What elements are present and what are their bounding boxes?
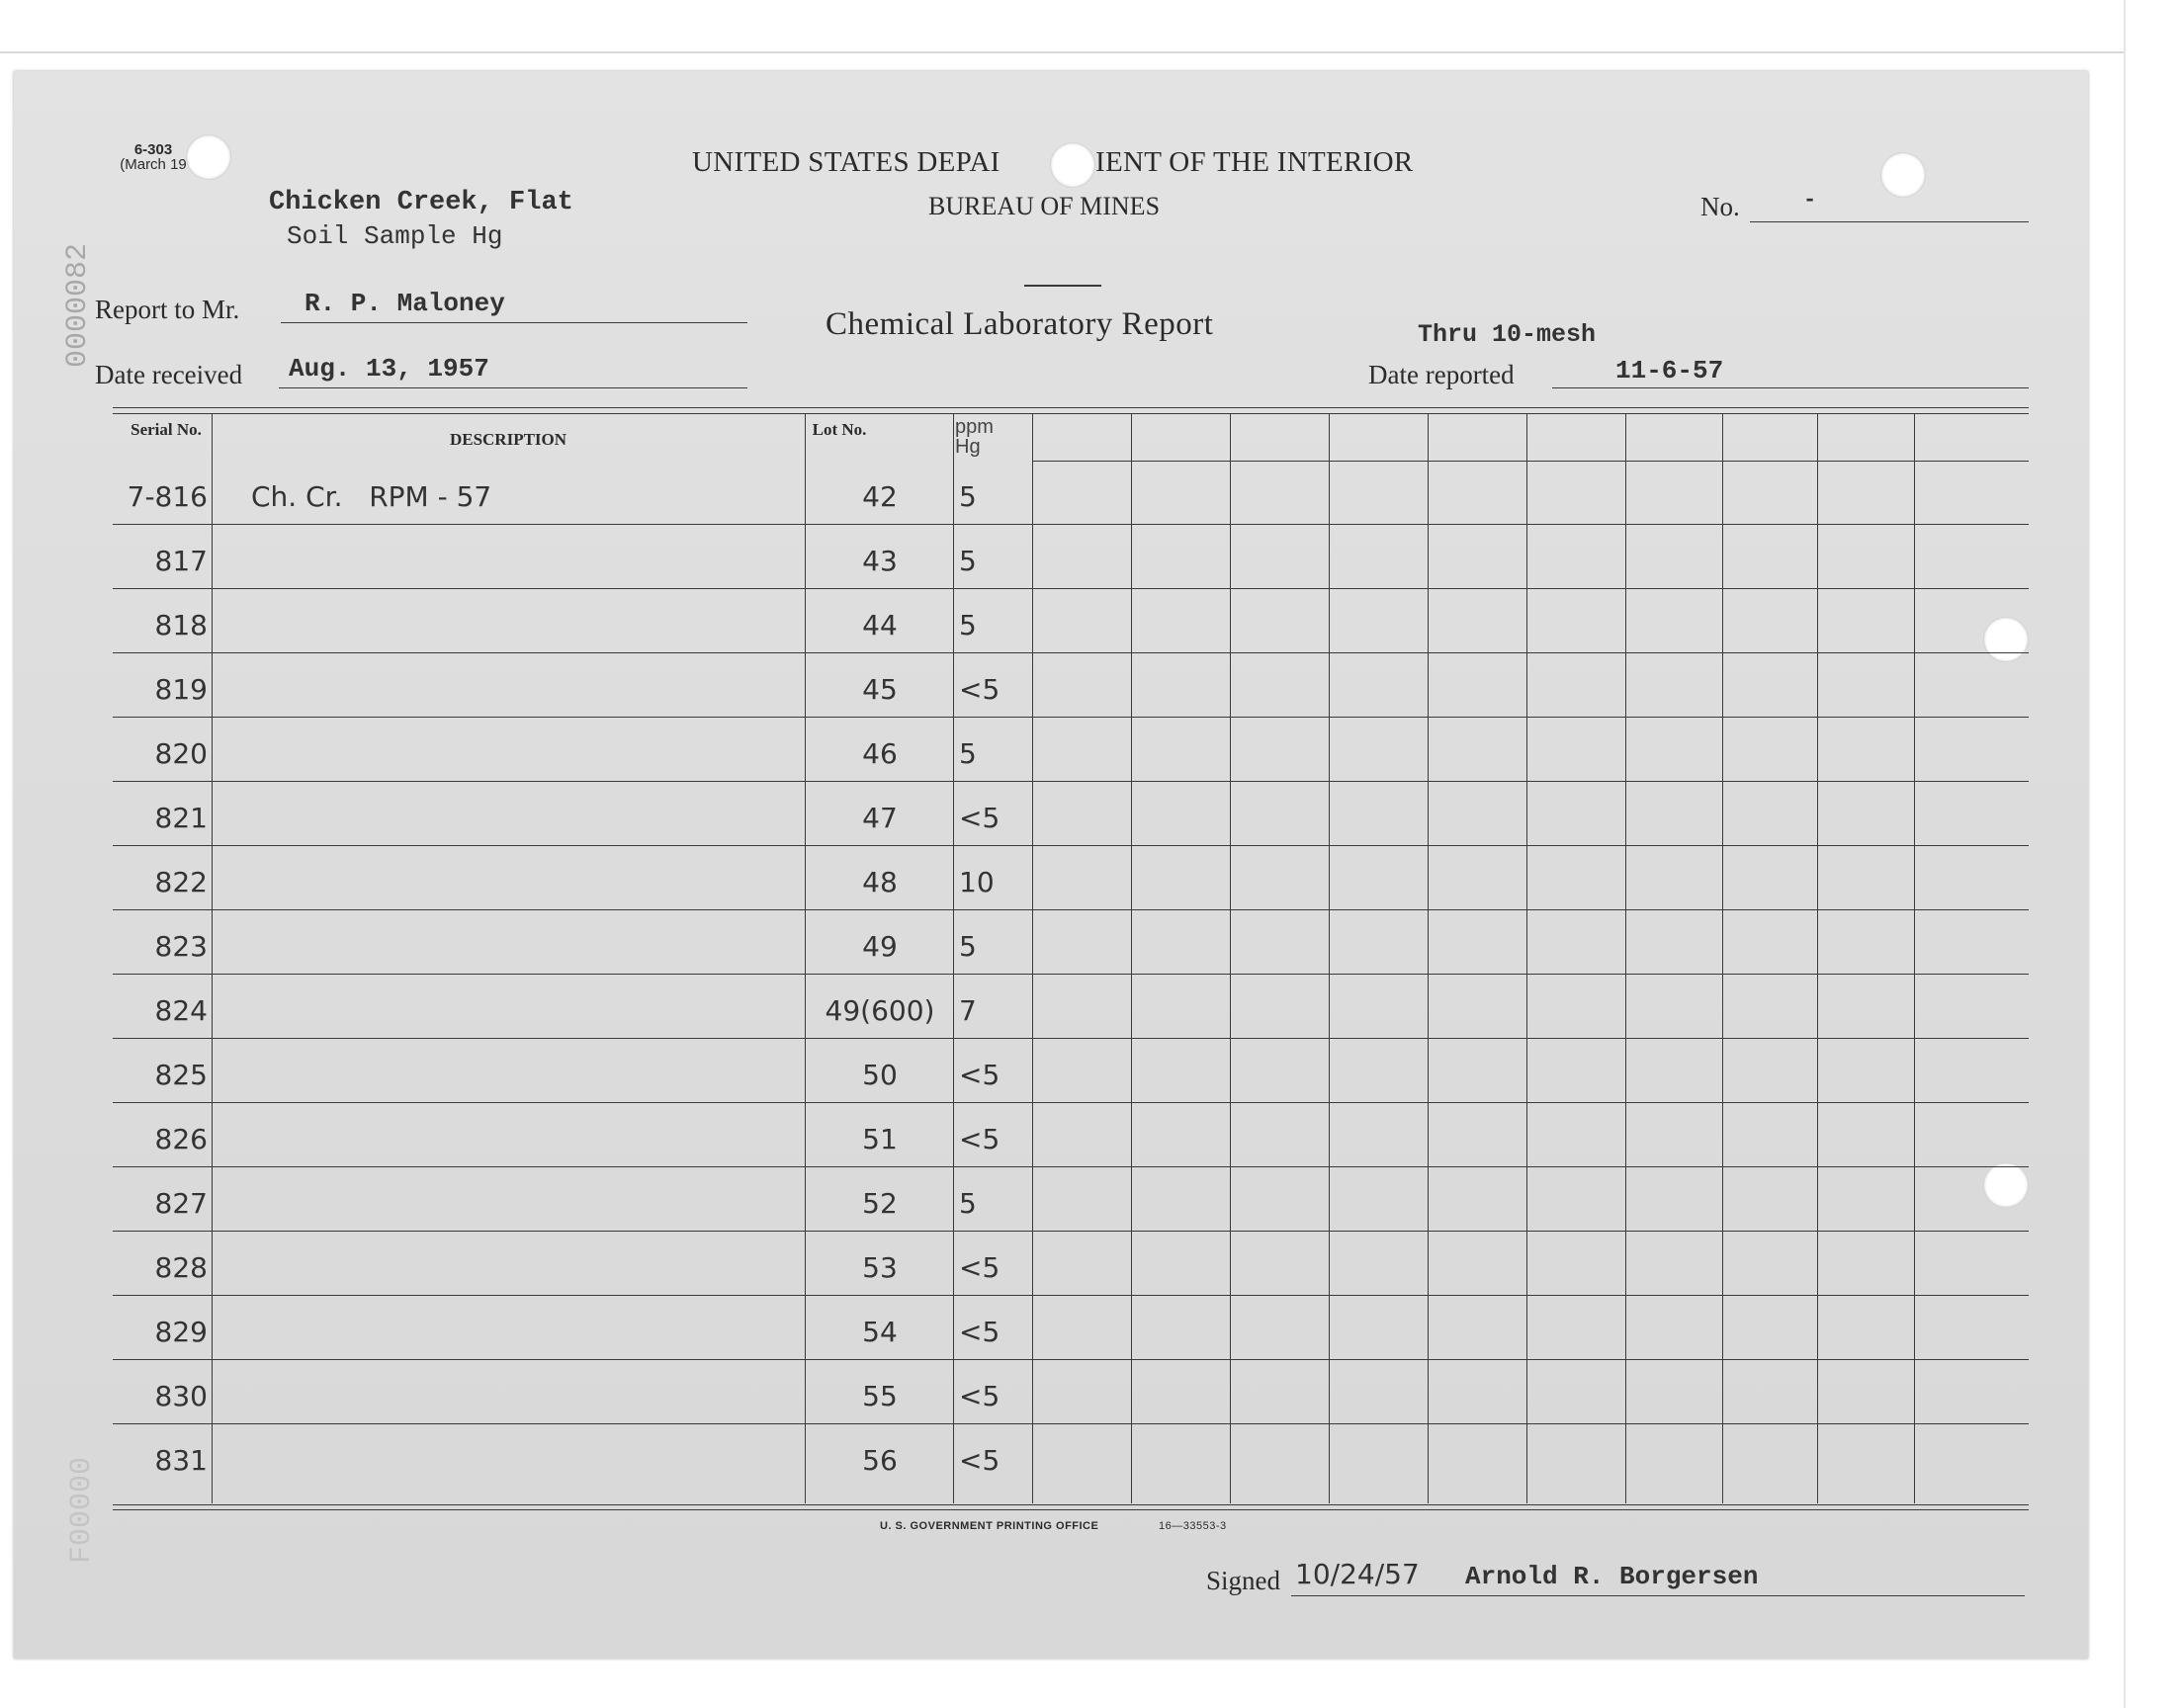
- signed-date: 10/24/57: [1295, 1558, 1420, 1590]
- ppm-cell: 5: [959, 737, 977, 770]
- date-reported-value: 11-6-57: [1615, 356, 1724, 385]
- punch-hole: [1983, 1162, 2029, 1208]
- lot-cell: 49: [862, 930, 898, 963]
- ppm-cell: 5: [959, 930, 977, 963]
- printing-code: 16—33553-3: [1159, 1520, 1227, 1532]
- serial-cell: 822: [154, 866, 208, 898]
- lot-cell: 45: [862, 673, 898, 706]
- report-sheet: [14, 71, 2088, 1659]
- table-bottom-rule: [113, 1509, 2029, 1510]
- ppm-cell: <5: [959, 673, 1000, 706]
- column-divider: [1526, 414, 1527, 1503]
- serial-cell: 7-816: [127, 480, 208, 513]
- serial-cell: 829: [154, 1316, 208, 1348]
- ppm-cell: 5: [959, 609, 977, 641]
- ppm-cell: 5: [959, 545, 977, 577]
- row-rule: [113, 717, 2029, 718]
- lot-cell: 46: [862, 737, 898, 770]
- column-divider: [1032, 414, 1033, 1503]
- row-rule: [113, 1359, 2029, 1360]
- lot-cell: 50: [862, 1059, 898, 1091]
- column-divider: [1131, 414, 1132, 1503]
- lot-cell: 42: [862, 480, 898, 513]
- form-edition: (March 19: [120, 156, 187, 173]
- row-rule: [113, 524, 2029, 525]
- report-title: Chemical Laboratory Report: [826, 306, 1214, 342]
- report-to-value: R. P. Maloney: [304, 289, 505, 318]
- ppm-cell: <5: [959, 1059, 1000, 1091]
- row-rule: [113, 781, 2029, 782]
- heading-rule: [1024, 285, 1101, 287]
- serial-cell: 826: [154, 1123, 208, 1155]
- ppm-cell: 10: [959, 866, 995, 898]
- column-divider: [1722, 414, 1723, 1503]
- row-rule: [113, 845, 2029, 846]
- serial-cell: 830: [154, 1380, 208, 1412]
- column-divider: [1230, 414, 1231, 1503]
- scan-border-right: [2124, 0, 2126, 1708]
- table-top-rule: [113, 407, 2029, 408]
- lot-cell: 43: [862, 545, 898, 577]
- description-cell: Ch. Cr. RPM - 57: [251, 480, 492, 513]
- row-rule: [113, 1423, 2029, 1424]
- lot-cell: 55: [862, 1380, 898, 1412]
- column-divider: [953, 414, 954, 1503]
- column-divider: [1817, 414, 1818, 1503]
- serial-cell: 825: [154, 1059, 208, 1091]
- lot-cell: 53: [862, 1251, 898, 1284]
- side-stamp: 0000082: [61, 242, 95, 368]
- ppm-cell: <5: [959, 1316, 1000, 1348]
- punch-hole: [1050, 142, 1095, 188]
- date-reported-underline: [1552, 387, 2029, 388]
- serial-cell: 821: [154, 802, 208, 834]
- printing-office: U. S. GOVERNMENT PRINTING OFFICE: [880, 1520, 1099, 1532]
- row-rule: [113, 1102, 2029, 1103]
- lot-cell: 47: [862, 802, 898, 834]
- form-number: [99, 142, 208, 172]
- no-label: No.: [1700, 192, 1740, 221]
- column-divider: [1625, 414, 1626, 1503]
- column-divider: [1329, 414, 1330, 1503]
- serial-cell: 831: [154, 1444, 208, 1477]
- serial-cell: 820: [154, 737, 208, 770]
- lot-cell: 54: [862, 1316, 898, 1348]
- table-bottom-rule: [113, 1504, 2029, 1505]
- punch-hole: [1983, 617, 2029, 662]
- lot-cell: 56: [862, 1444, 898, 1477]
- serial-cell: 823: [154, 930, 208, 963]
- column-header-description: DESCRIPTION: [449, 430, 567, 449]
- row-rule: [113, 909, 2029, 910]
- bureau-title: BUREAU OF MINES: [928, 192, 1161, 220]
- ppm-cell: <5: [959, 1123, 1000, 1155]
- sample-text: Soil Sample Hg: [287, 221, 503, 251]
- serial-cell: 817: [154, 545, 208, 577]
- location-text: Chicken Creek, Flat: [269, 188, 573, 217]
- date-received-value: Aug. 13, 1957: [289, 354, 489, 384]
- serial-cell: 828: [154, 1251, 208, 1284]
- table-top-rule: [113, 413, 2029, 414]
- report-to-label: Report to Mr.: [95, 295, 240, 324]
- date-received-underline: [279, 387, 747, 388]
- mesh-note: Thru 10-mesh: [1418, 320, 1597, 349]
- row-rule: [113, 1295, 2029, 1296]
- ppm-cell: 7: [959, 994, 977, 1027]
- column-header-serial: Serial No.: [130, 420, 202, 439]
- form-code: 6-303: [133, 141, 173, 158]
- column-header-lot: Lot No.: [812, 420, 867, 439]
- report-to-underline: [281, 322, 747, 323]
- department-title-left: UNITED STATES DEPAI: [692, 146, 1000, 178]
- serial-cell: 819: [154, 673, 208, 706]
- serial-cell: 827: [154, 1187, 208, 1220]
- lot-cell: 44: [862, 609, 898, 641]
- column-header-ppm: ppm Hg: [955, 416, 994, 458]
- signed-label: Signed: [1206, 1566, 1281, 1595]
- no-value: -: [1803, 188, 1817, 213]
- signature-underline: [1291, 1595, 2025, 1596]
- column-divider: [212, 414, 213, 1503]
- lot-cell: 48: [862, 866, 898, 898]
- column-divider: [1914, 414, 1915, 1503]
- row-rule: [113, 1231, 2029, 1232]
- ppm-cell: 5: [959, 480, 977, 513]
- serial-cell: 818: [154, 609, 208, 641]
- date-received-label: Date received: [95, 360, 243, 389]
- row-rule: [113, 1038, 2029, 1039]
- lot-cell: 49(600): [825, 994, 935, 1027]
- column-divider: [805, 414, 806, 1503]
- row-rule: [113, 588, 2029, 589]
- header-bottom-rule: [1032, 461, 2029, 462]
- punch-hole: [1880, 152, 1926, 198]
- serial-cell: 824: [154, 994, 208, 1027]
- ppm-cell: <5: [959, 1251, 1000, 1284]
- side-stamp-lower: F00000: [65, 1456, 99, 1564]
- no-underline: [1750, 221, 2029, 222]
- ppm-cell: <5: [959, 1380, 1000, 1412]
- ppm-cell: <5: [959, 802, 1000, 834]
- lot-cell: 51: [862, 1123, 898, 1155]
- row-rule: [113, 1166, 2029, 1167]
- department-title-right: IENT OF THE INTERIOR: [1095, 146, 1414, 178]
- row-rule: [113, 652, 2029, 653]
- column-divider: [1428, 414, 1429, 1503]
- date-reported-label: Date reported: [1368, 360, 1515, 389]
- ppm-cell: 5: [959, 1187, 977, 1220]
- ppm-cell: <5: [959, 1444, 1000, 1477]
- row-rule: [113, 974, 2029, 975]
- signed-name: Arnold R. Borgersen: [1465, 1562, 1759, 1591]
- lot-cell: 52: [862, 1187, 898, 1220]
- scan-border-top: [0, 51, 2126, 53]
